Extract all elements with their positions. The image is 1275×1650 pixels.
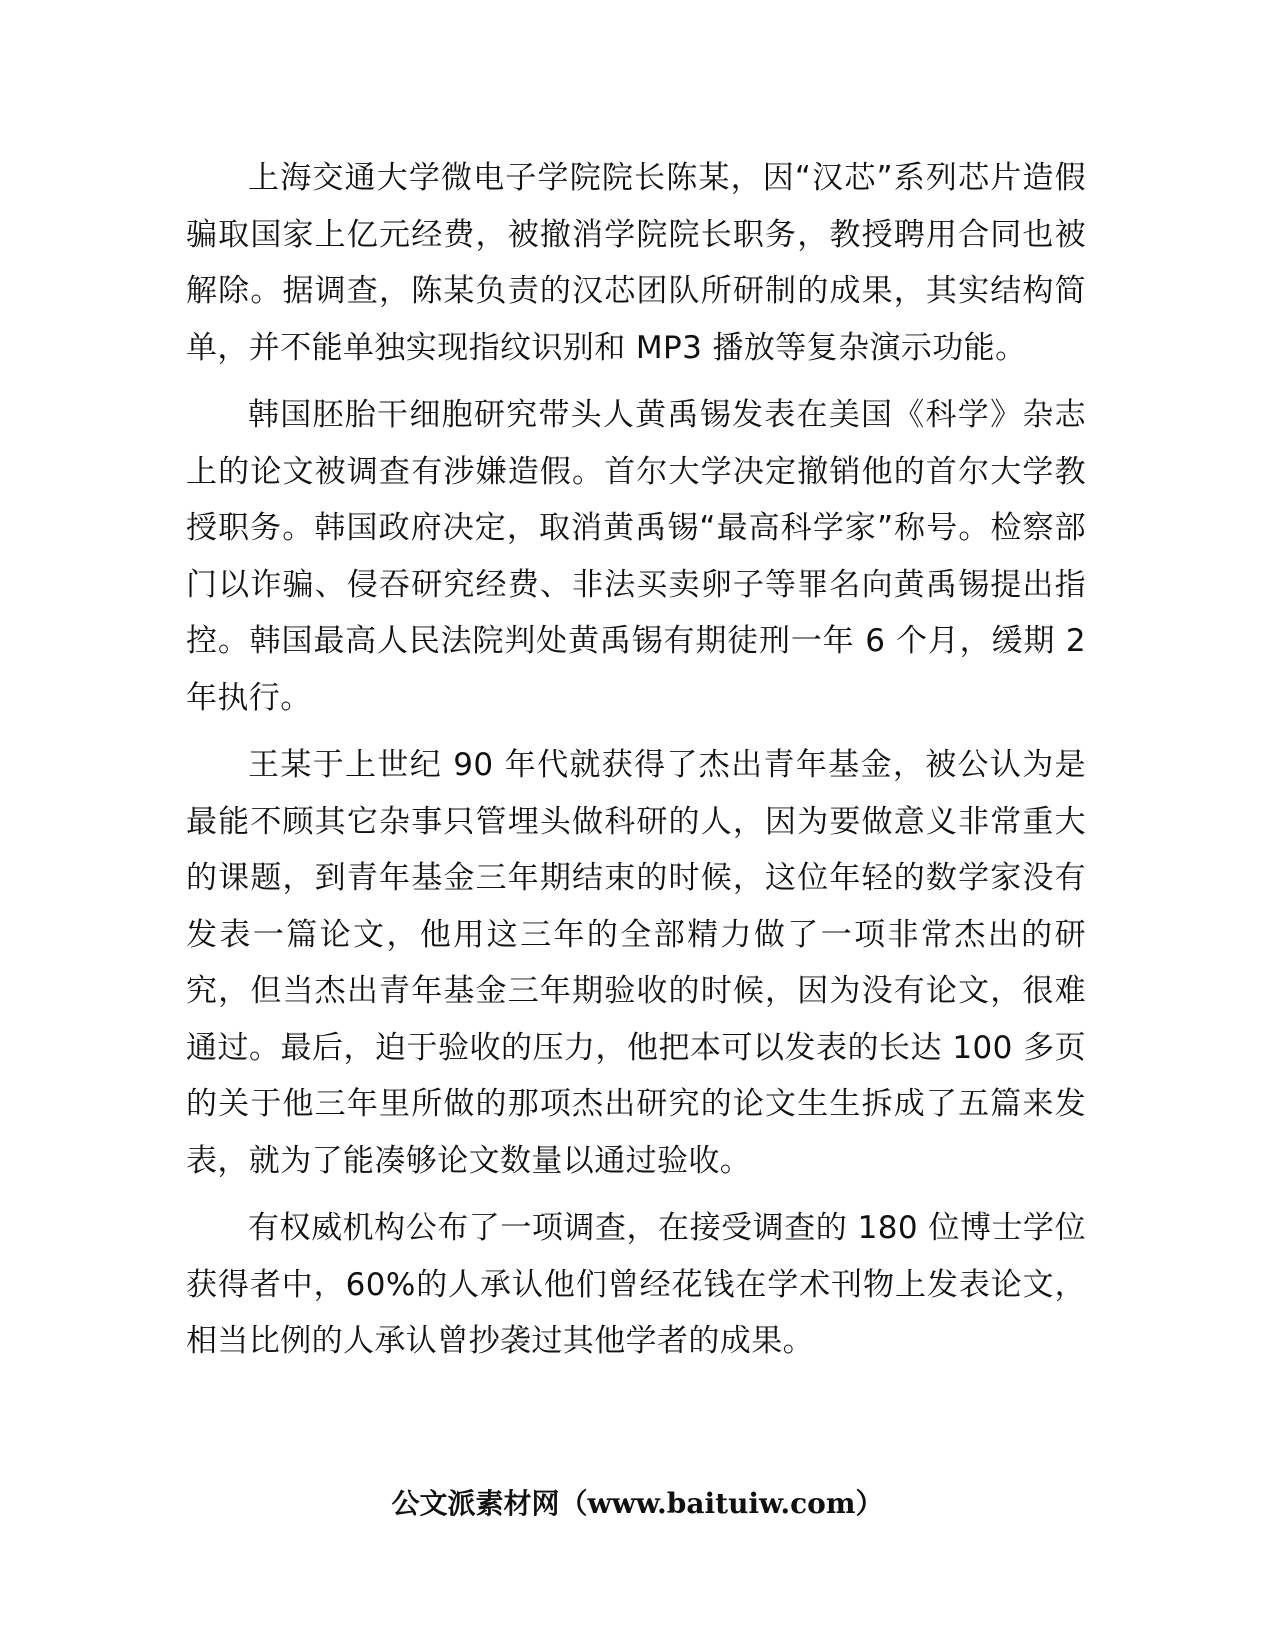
footer-source: 公文派素材网（www.baituiw.com） bbox=[391, 1487, 884, 1520]
document-body bbox=[186, 150, 1086, 1381]
paragraph-hwang-woo-suk: 韩国胚胎干细胞研究带头人黄禹锡发表在美国《科学》杂志上的论文被调查有涉嫌造假。首尔大学决定撤销他的首尔大学教授职务。韩国政府决定，取消黄禹锡“最高科学家”称号。检察部门以诈骗、侵吞研究经费、非法买卖卵子等罪名向黄禹锡提出指控。韩国最高人民法院判处黄禹锡有期徒刑一年 6 个月，缓期 2 年执行。 bbox=[186, 397, 1086, 716]
paragraph-survey: 有权威机构公布了一项调查，在接受调查的 180 位博士学位获得者中，60%的人承认他们曾经花钱在学术刊物上发表论文，相当比例的人承认曾抄袭过其他学者的成果。 bbox=[186, 1210, 1086, 1359]
paragraph-wang: 王某于上世纪 90 年代就获得了杰出青年基金，被公认为是最能不顾其它杂事只管埋头做科研的人，因为要做意义非常重大的课题，到青年基金三年期结束的时候，这位年轻的数学家没有发表一篇论文，他用这三年的全部精力做了一项非常杰出的研究，但当杰出青年基金三年期验收的时候，因为没有论文，很难通过。最后，迫于验收的压力，他把本可以发表的长达 100 多页的关于他三年里所做的那项杰出研究的论文生生拆成了五篇来发表，就为了能凑够论文数量以通过验收。 bbox=[186, 747, 1086, 1179]
paragraph-hanxin: 上海交通大学微电子学院院长陈某，因“汉芯”系列芯片造假骗取国家上亿元经费，被撤消学院院长职务，教授聘用合同也被解除。据调查，陈某负责的汉芯团队所研制的成果，其实结构简单，并不能单独实现指纹识别和 MP3 播放等复杂演示功能。 bbox=[186, 160, 1086, 366]
